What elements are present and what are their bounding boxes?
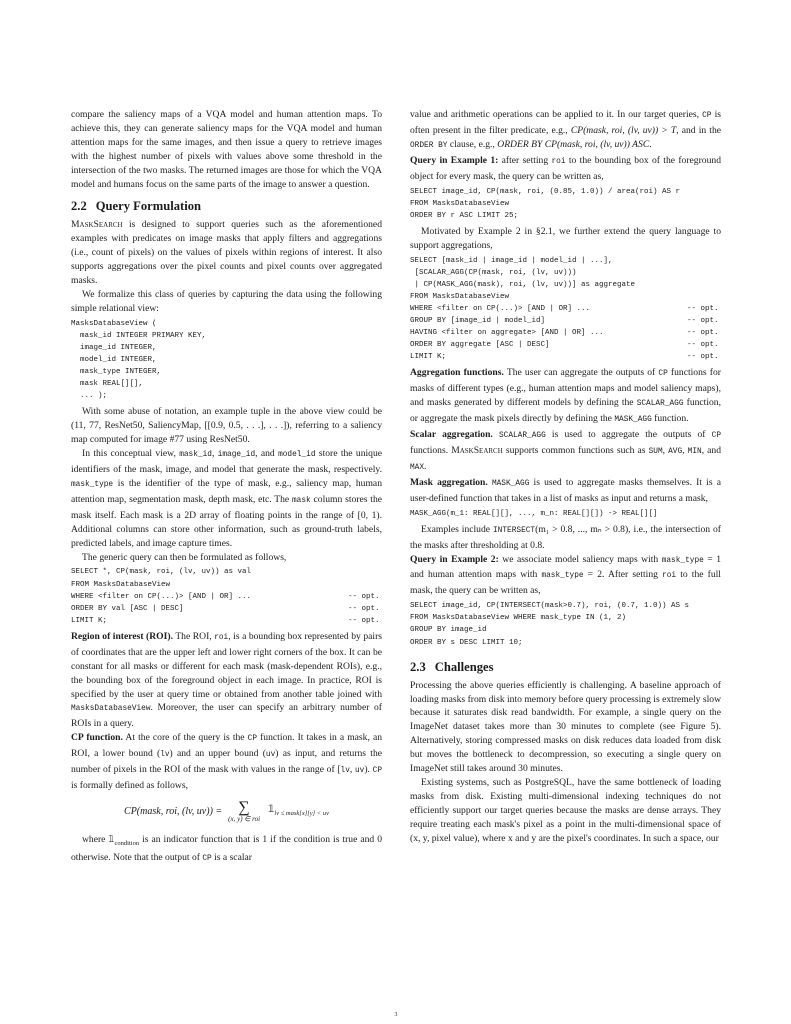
code-line	[410, 255, 721, 267]
mask-agg-heading: Mask aggregation.	[410, 476, 488, 488]
code-line: ORDER BY r ASC LIMIT 25;	[410, 211, 519, 220]
paragraph-cp-usage: value and arithmetic operations can be applied to it. In our target queries, CP is often present in the filter predicate, e.g., CP(mask, roi, (lv, uv)) > T, and in the ORDER BY clause, e.g., ORDER BY CP(mask, roi, (lv, uv)) ASC.	[410, 109, 721, 150]
code-line	[71, 603, 382, 615]
cp-heading: CP function.	[71, 732, 123, 744]
summation-subscript: (x, y) ∈ roi	[228, 815, 261, 824]
section-heading-2-3	[410, 659, 721, 675]
example2-query-code	[410, 600, 721, 648]
code-line	[410, 315, 721, 327]
code-comment	[687, 279, 721, 291]
indicator-function: $𝟙_{lv \le mask[x][y] < uv}$	[268, 803, 329, 817]
code-comment: -- opt.	[687, 329, 719, 338]
code-line	[410, 267, 721, 279]
section-title: Query Formulation	[95, 199, 202, 214]
code-line	[71, 566, 382, 578]
scalar-heading: Scalar aggregation.	[410, 429, 493, 441]
cp-equation	[71, 795, 382, 829]
paragraph-cp-function: CP function. At the core of the query is the CP function. It takes in a mask, an ROI, a lower bound (lv) and an upper bound (uv) as input, and returns the number of pixels in the ROI of the mask with values in the range of [lv, uv). CP is formally defined as follows,	[71, 732, 383, 791]
code-text: HAVING <filter on aggregate> [AND | OR] ...	[410, 329, 604, 338]
code-line: image_id INTEGER,	[71, 343, 157, 352]
paragraph-aggregation-motivation: Motivated by Example 2 in §2.1, we further extend the query language to support aggregations,	[410, 225, 721, 251]
code-line: ORDER BY s DESC LIMIT 10;	[410, 638, 523, 647]
code-text: WHERE <filter on CP(...)> [AND | OR] ...	[71, 592, 252, 601]
paragraph-scalar-aggregation: Scalar aggregation. SCALAR_AGG is used to aggregate the outputs of CP functions. MaskSearch supports common functions such as SUM, AVG, MIN, and MAX.	[410, 429, 722, 472]
mask-agg-signature: MASK_AGG(m_1: REAL[][], ..., m_n: REAL[][]) -> REAL[][]	[410, 509, 658, 518]
intro-paragraph: compare the saliency maps of a VQA model and human attention maps. To achieve this, they can generate saliency maps for the VQA model and human attention maps for the same images, and then issue a query to retrieve images with the highest number of pixels with values above some threshold in the intersection of the two masks. The returned images are those for which the VQA model and humans focus on the same parts of the image to answer a question.	[71, 109, 382, 190]
code-line: SELECT image_id, CP(mask, roi, (0.85, 1.0)) / area(roi) AS r	[410, 187, 681, 196]
paragraph-existing-systems: Existing systems, such as PostgreSQL, have the same bottleneck of loading masks from disk. Existing multi-dimensional indexing techniques do not efficiently support our target queries because the masks are dense arrays. They require treating each mask's pixel as a point in the multi-dimensional space of (x, y, pixel value), where x and y are the pixel's coordinates. In such a space, our	[410, 776, 721, 844]
code-text: FROM MasksDatabaseView	[71, 580, 171, 589]
example1-query-code	[410, 186, 721, 222]
code-text: ORDER BY val [ASC | DESC]	[71, 604, 184, 613]
code-line: mask_id INTEGER PRIMARY KEY,	[71, 331, 207, 340]
code-line	[410, 291, 721, 303]
code-line	[410, 351, 721, 363]
paragraph-aggregation-functions: Aggregation functions. The user can aggregate the outputs of CP functions for masks of different types (e.g., human attention maps and model saliency maps), and masks generated by different models by defining the SCALAR_AGG function, or aggregate the mask pixels directly by defining the MASK_AGG function.	[410, 367, 721, 425]
paragraph-example-tuple: With some abuse of notation, an example tuple in the above view could be (11, 77, ResNet50, SaliencyMap, [[0.9, 0.5, . . .], . . .]), referring to a saliency map computed for image #77 using ResNet50.	[71, 406, 382, 446]
example1-heading: Query in Example 1:	[410, 154, 499, 166]
code-text: WHERE <filter on CP(...)> [AND | OR] ...	[410, 305, 591, 313]
code-line: GROUP BY image_id	[410, 626, 487, 635]
code-comment: -- opt.	[348, 604, 380, 613]
code-text: LIMIT K;	[71, 616, 108, 625]
code-comment	[687, 267, 721, 279]
paragraph-example2: Query in Example 2: we associate model saliency maps with mask_type = 1 and human attention maps with mask_type = 2. After setting roi to the full mask, the query can be written as,	[410, 553, 721, 597]
code-comment: -- opt.	[687, 341, 719, 350]
section-title: Challenges	[434, 659, 494, 674]
code-comment: -- opt.	[687, 317, 719, 326]
code-line: model_id INTEGER,	[71, 356, 157, 365]
code-line	[410, 327, 721, 339]
code-line: ... );	[71, 392, 108, 401]
section-number: 2.2	[71, 199, 87, 214]
page-number: 3	[394, 1012, 398, 1018]
code-text: ORDER BY aggregate [ASC | DESC]	[410, 341, 550, 350]
code-text: SELECT [mask_id | image_id | model_id | ...],	[410, 256, 613, 265]
section-heading-2-2	[71, 198, 382, 214]
code-comment	[348, 566, 382, 578]
code-line	[410, 279, 721, 291]
system-name: MaskSearch	[71, 219, 123, 231]
code-line: SELECT image_id, CP(INTERSECT(mask>0.7), roi, (0.7, 1.0)) AS s	[410, 602, 690, 611]
aggregation-heading: Aggregation functions.	[410, 367, 504, 379]
code-line	[410, 339, 721, 351]
code-text: GROUP BY [image_id | model_id]	[410, 317, 546, 326]
code-comment	[687, 291, 721, 303]
paragraph-indicator: where $𝟙_{condition}$ is an indicator function that is 1 if the condition is true and 0 otherwise. Note that the output of CP is a scalar	[71, 833, 382, 863]
paragraph-conceptual-view: In this conceptual view, mask_id, image_id, and model_id store the unique identifiers of the mask, image, and model that generate the mask, respectively. mask_type is the identifier of the type of mask, e.g., saliency map, human attention map, segmentation mask, depth mask, etc. The mask column stores the mask itself. Each mask is a 2D array of floating points in the range of [0, 1). Additional columns can store other information, such as ground-truth labels, predicted labels, and image capture times.	[71, 448, 383, 549]
code-comment: -- opt.	[348, 592, 380, 601]
paragraph-example1: Query in Example 1: after setting roi to the bounding box of the foreground object for every mask, the query can be written as,	[410, 154, 721, 182]
code-line: FROM MasksDatabaseView WHERE mask_type IN (1, 2)	[410, 614, 627, 623]
equation-lhs: CP(mask, roi, (lv, uv)) =	[124, 805, 223, 817]
code-line	[71, 615, 382, 627]
code-line: mask_type INTEGER,	[71, 368, 162, 377]
code-line: FROM MasksDatabaseView	[410, 199, 510, 208]
code-comment: -- opt.	[348, 616, 380, 625]
code-text: LIMIT K;	[410, 353, 447, 362]
code-line: mask REAL[][],	[71, 380, 144, 389]
paragraph-roi: Region of interest (ROI). The ROI, roi, is a bounding box represented by pairs of coordinates that are the upper left and lower right corners of the box. It can be constant for all masks or different for each mask (mask-dependent ROIs), e.g., the bounding box of the foreground object in each image. In practice, ROI is specified by the user at query time or obtained from another table joined with MasksDatabaseView. Moreover, the user can specify an arbitrary number of ROIs in a query.	[71, 630, 383, 730]
paragraph-masksearch-intro: MaskSearch is designed to support queries such as the aforementioned examples with predicates on image masks that apply filters and aggregations (i.e., count of pixels) on the values of pixels within regions of interest. It also supports aggregations over the pixel counts and pixel counts over aggregated masks.	[71, 219, 382, 287]
code-text: SELECT *, CP(mask, roi, (lv, uv)) as val	[71, 568, 252, 577]
paragraph-generic-query: The generic query can then be formulated as follows,	[82, 551, 287, 563]
roi-heading: Region of interest (ROI).	[71, 630, 173, 642]
code-comment	[687, 255, 721, 267]
code-line	[71, 591, 382, 603]
view-definition-code	[71, 318, 382, 403]
code-text: | CP(MASK_AGG(mask), roi, (lv, uv))] as aggregate	[410, 280, 636, 289]
code-comment	[348, 579, 382, 591]
section-number: 2.3	[410, 659, 426, 674]
code-line	[71, 579, 382, 591]
code-text: FROM MasksDatabaseView	[410, 292, 510, 301]
right-column	[410, 108, 721, 846]
code-line: MasksDatabaseView (	[71, 319, 157, 328]
paragraph-mask-aggregation: Mask aggregation. MASK_AGG is used to aggregate masks themselves. It is a user-defined function that takes in a list of masks as input and returns a mask,	[410, 476, 721, 504]
aggregation-query-code	[410, 255, 721, 364]
paragraph-formalize: We formalize this class of queries by capturing the data using the following simple relational view:	[71, 288, 382, 314]
generic-query-code	[71, 566, 382, 626]
code-line	[410, 303, 721, 315]
example2-heading: Query in Example 2:	[410, 553, 499, 565]
left-column	[71, 108, 382, 867]
code-comment: -- opt.	[687, 305, 719, 313]
paragraph-intersect-example: Examples include INTERSECT(m₁ > 0.8, ..., mₙ > 0.8), i.e., the intersection of the masks after thresholding at 0.8.	[410, 523, 721, 551]
code-comment: -- opt.	[687, 353, 719, 362]
code-text: [SCALAR_AGG(CP(mask, roi, (lv, uv)))	[410, 268, 577, 277]
summation: ∑ (x, y) ∈ roi	[228, 799, 261, 824]
paragraph-challenges: Processing the above queries efficiently is challenging. A baseline approach of loading masks from disk into memory before query processing is extremely slow because it saturates disk read bandwidth. For example, a single query on the ImageNet dataset takes more than 30 minutes to complete (see Figure 5). Alternatively, storing compressed masks on disk reduces data loaded from disk but moves the bottleneck to decompression, so executing a single query on ImageNet still takes around 30 minutes.	[410, 679, 721, 775]
